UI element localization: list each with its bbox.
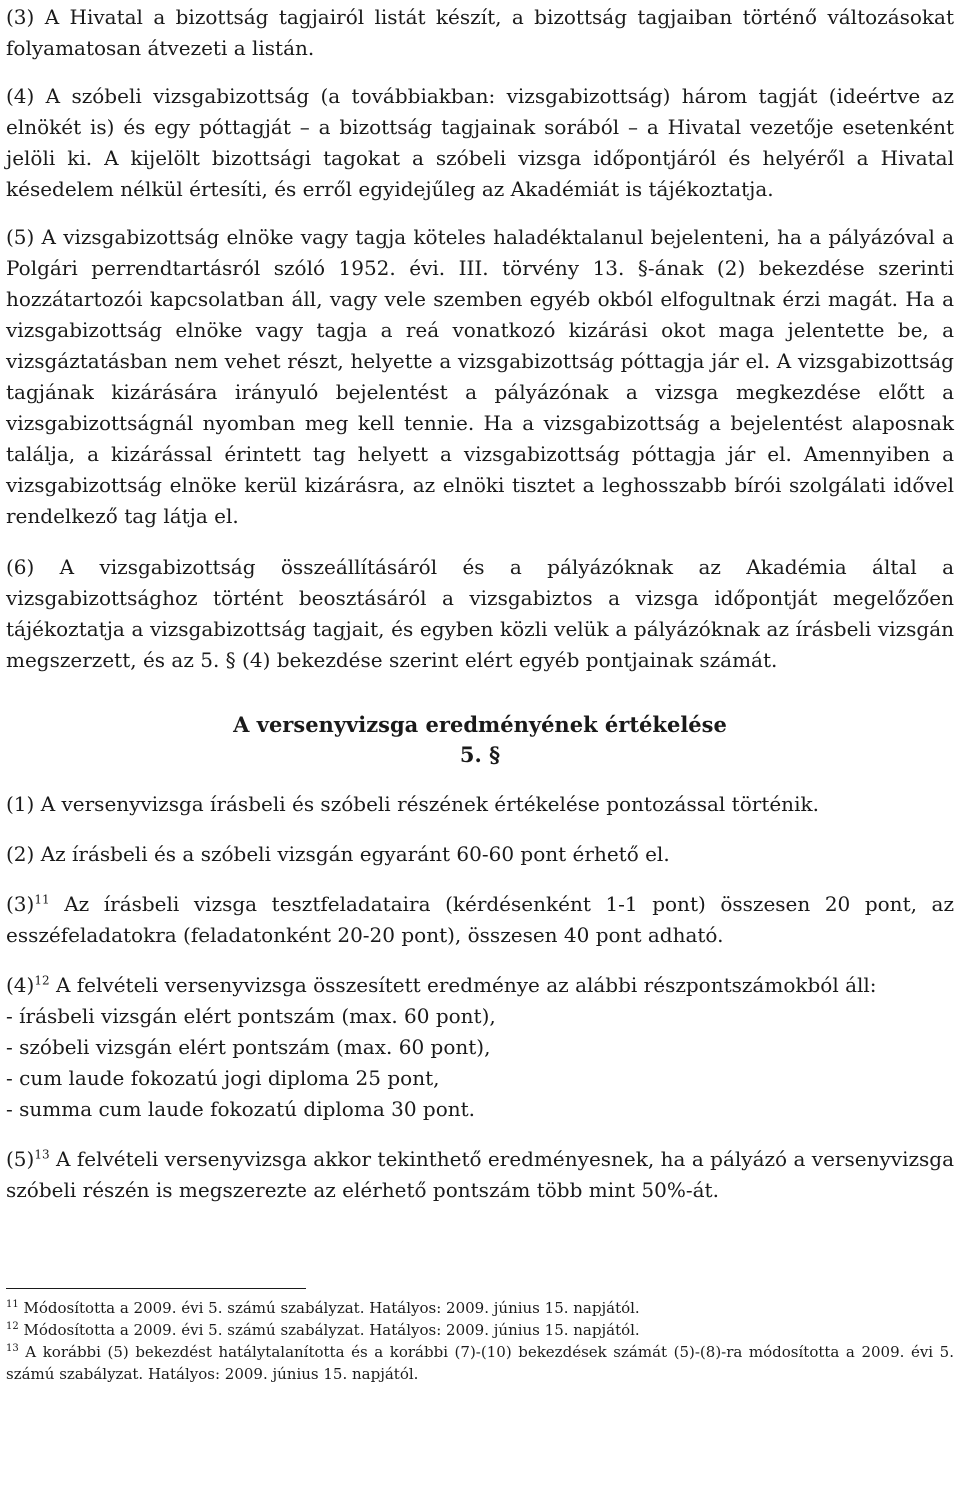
footnote-11 (6, 1297, 954, 1319)
paragraph-text: A felvételi versenyvizsga akkor tekinthető eredményesnek, ha a pályázó a versenyvizsga szóbeli részén is megszerezte az elérhető pontszám több mint 50%-át. (6, 1147, 954, 1202)
section-title: A versenyvizsga eredményének értékelése (233, 712, 727, 737)
footnote-13 (6, 1341, 954, 1385)
paragraph-4-intro (6, 970, 954, 1001)
paragraph-5: (5) A vizsgabizottság elnöke vagy tagja köteles haladéktalanul bejelenteni, ha a pályázóval a Polgári perrendtartásról szóló 1952. évi. III. törvény 13. §-ának (2) bekezdése szerinti hozzátartozói kapcsolatban áll, vagy vele szemben egyéb okból elfogultnak érzi magát. Ha a vizsgabizottság elnöke vagy tagja a reá vonatkozó kizárási okot maga jelentette be, a vizsgáztatásban nem vehet részt, helyette a vizsgabizottság póttagja jár el. A vizsgabizottság tagjának kizárására irányuló bejelentést a pályázónak a vizsga megkezdése előtt a vizsgabizottságnál nyomban meg kell tennie. Ha a vizsgabizottság a bejelentést alaposnak találja, a kizárással érintett tag helyett a vizsgabizottság póttagja jár el. Amennyiben a vizsgabizottság elnöke kerül kizárásra, az elnöki tisztet a leghosszabb bírói szolgálati idővel rendelkező tag látja el. (6, 225, 954, 528)
list-item: - írásbeli vizsgán elért pontszám (max. 60 pont), (6, 1004, 496, 1028)
section-paragraph-2: (2) Az írásbeli és a szóbeli vizsgán egyaránt 60-60 pont érhető el. (6, 842, 670, 866)
section-heading (6, 710, 954, 770)
paragraph-4: (4) A szóbeli vizsgabizottság (a továbbiakban: vizsgabizottság) három tagját (ideértve az elnökét is) és egy póttagját – a bizottság tagjainak sorából – a Hivatal vezetője esetenként jelöli ki. A kijelölt bizottsági tagokat a szóbeli vizsga időpontjáról és helyéről a Hivatal késedelem nélkül értesíti, és erről egyidejűleg az Akadémiát is tájékoztatja. (6, 84, 954, 201)
footnote-number: 11 (6, 1299, 19, 1310)
section-paragraph-5 (6, 1144, 954, 1206)
footnote-12 (6, 1319, 954, 1341)
list-item: - szóbeli vizsgán elért pontszám (max. 60 pont), (6, 1035, 491, 1059)
footnote-text: Módosította a 2009. évi 5. számú szabályzat. Hatályos: 2009. június 15. napjától. (18, 1299, 640, 1317)
list-item: - cum laude fokozatú jogi diploma 25 pont, (6, 1066, 440, 1090)
paragraph-number: (5) (6, 1147, 35, 1171)
footnote-ref-12[interactable]: 12 (34, 973, 50, 988)
paragraph-6: (6) A vizsgabizottság összeállításáról és a pályázóknak az Akadémia által a vizsgabizottsághoz történt beosztásáról a vizsgabiztos a vizsga időpontját megelőzően tájékoztatja a vizsgabizottság tagjait, és egyben közli velük a pályázóknak az írásbeli vizsgán megszerzett, és az 5. § (4) bekezdése szerint elért egyéb pontjainak számát. (6, 555, 954, 672)
section-paragraph-4 (6, 970, 954, 1125)
section-paragraph-1: (1) A versenyvizsga írásbeli és szóbeli részének értékelése pontozással történik. (6, 792, 819, 816)
paragraph-text: Az írásbeli vizsga tesztfeladataira (kérdésenként 1-1 pont) összesen 20 pont, az esszéfeladatokra (feladatonként 20-20 pont), összesen 40 pont adható. (6, 892, 954, 947)
footnote-text: A korábbi (5) bekezdést hatálytalanította és a korábbi (7)-(10) bekezdések számát (5)-(8)-ra módosította a 2009. évi 5. számú szabályzat. Hatályos: 2009. június 15. napjától. (6, 1343, 954, 1383)
paragraph-number: (4) (6, 973, 35, 997)
footnote-divider (6, 1288, 306, 1289)
footnote-text: Módosította a 2009. évi 5. számú szabályzat. Hatályos: 2009. június 15. napjától. (18, 1321, 640, 1339)
document-page (6, 2, 954, 1385)
footnote-ref-11[interactable]: 11 (34, 892, 50, 907)
paragraph-3: (3) A Hivatal a bizottság tagjairól listát készít, a bizottság tagjaiban történő változásokat folyamatosan átvezeti a listán. (6, 5, 954, 60)
list-item: - summa cum laude fokozatú diploma 30 pont. (6, 1097, 476, 1121)
section-paragraph-3 (6, 889, 954, 951)
footnote-ref-13[interactable]: 13 (34, 1147, 50, 1162)
footnotes (6, 1297, 954, 1385)
footnote-number: 12 (6, 1321, 19, 1332)
paragraph-text: A felvételi versenyvizsga összesített eredménye az alábbi részpontszámokból áll: (49, 973, 877, 997)
paragraph-number: (3) (6, 892, 35, 916)
footnote-number: 13 (6, 1343, 19, 1354)
section-number: 5. § (459, 742, 501, 767)
